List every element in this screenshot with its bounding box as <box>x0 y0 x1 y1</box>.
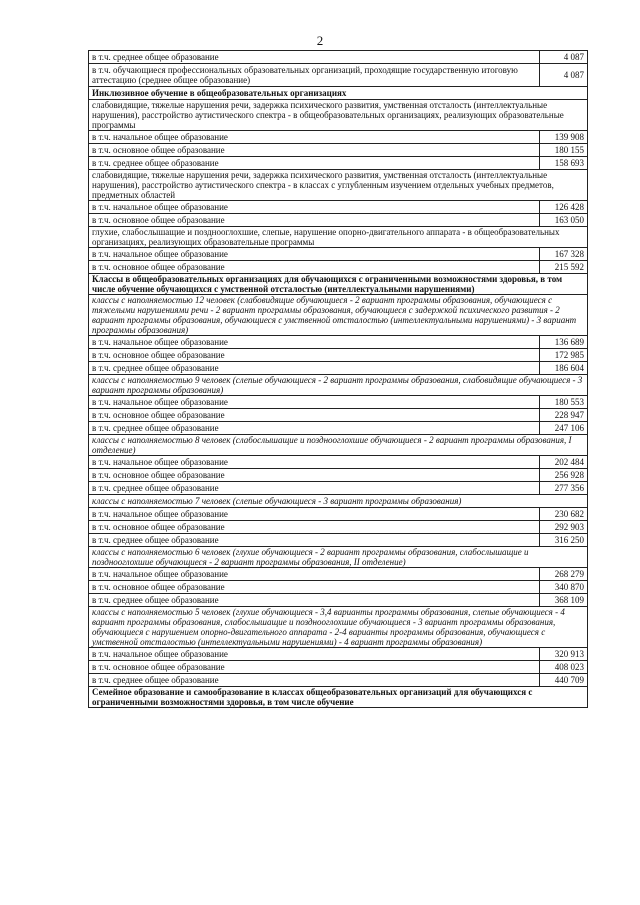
section-heading: Классы в общеобразовательных организациях для обучающихся с ограниченными возможностями здоровья, в том числе обучение обучающихся с умственной отсталостью (интеллектуальными нарушениями) <box>89 274 588 295</box>
category-description: классы с наполняемостью 8 человек (слабослышащие и позднооглохшие обучающиеся - 2 вариант программы образования, I отделение) <box>89 435 588 456</box>
row-value: 228 947 <box>540 409 588 422</box>
table-row <box>89 336 588 349</box>
table-row <box>89 422 588 435</box>
row-value: 136 689 <box>540 336 588 349</box>
row-value: 215 592 <box>540 261 588 274</box>
row-value: 340 870 <box>540 581 588 594</box>
table-row <box>89 131 588 144</box>
table-row <box>89 64 588 87</box>
table-row <box>89 248 588 261</box>
row-value: 158 693 <box>540 157 588 170</box>
category-description-row <box>89 100 588 131</box>
row-value: 163 050 <box>540 214 588 227</box>
row-value: 139 908 <box>540 131 588 144</box>
row-label: в т.ч. начальное общее образование <box>89 248 540 261</box>
category-description-row <box>89 547 588 568</box>
table-row <box>89 674 588 687</box>
table-body <box>89 51 588 708</box>
row-label: в т.ч. основное общее образование <box>89 521 540 534</box>
row-value: 4 087 <box>540 51 588 64</box>
category-description-row <box>89 607 588 648</box>
table-row <box>89 581 588 594</box>
category-description-row <box>89 295 588 336</box>
table-row <box>89 456 588 469</box>
table-row <box>89 201 588 214</box>
row-label: в т.ч. основное общее образование <box>89 349 540 362</box>
row-value: 368 109 <box>540 594 588 607</box>
category-description-row <box>89 375 588 396</box>
row-value: 256 928 <box>540 469 588 482</box>
category-description-row <box>89 227 588 248</box>
table-row <box>89 51 588 64</box>
section-heading-row <box>89 687 588 708</box>
section-heading-row <box>89 87 588 100</box>
row-value: 316 250 <box>540 534 588 547</box>
category-description: классы с наполняемостью 5 человек (глухие обучающиеся - 3,4 варианты программы образования, слепые обучающиеся - 4 вариант программы образования, слабослышащие и позднооглохшие обучающиеся - 3 вариант программы образования, обучающиеся с нарушением опорно-двигательного аппарата - 2-4 варианты программы образования, обучающиеся с умственной отсталостью (интеллектуальными нарушениями) - 4 вариант программы образования) <box>89 607 588 648</box>
table-row <box>89 349 588 362</box>
row-value: 180 155 <box>540 144 588 157</box>
row-value: 408 023 <box>540 661 588 674</box>
table-row <box>89 469 588 482</box>
row-value: 126 428 <box>540 201 588 214</box>
row-value: 292 903 <box>540 521 588 534</box>
table-row <box>89 261 588 274</box>
row-value: 277 356 <box>540 482 588 495</box>
table-row <box>89 157 588 170</box>
row-value: 167 328 <box>540 248 588 261</box>
table-row <box>89 396 588 409</box>
category-description: слабовидящие, тяжелые нарушения речи, задержка психического развития, умственная отсталость (интеллектуальные нарушения), расстройство аутистического спектра - в общеобразовательных организациях, реализующих образовательные программы <box>89 100 588 131</box>
row-label: в т.ч. основное общее образование <box>89 581 540 594</box>
row-value: 202 484 <box>540 456 588 469</box>
row-label: в т.ч. основное общее образование <box>89 469 540 482</box>
table-row <box>89 661 588 674</box>
row-value: 180 553 <box>540 396 588 409</box>
row-value: 247 106 <box>540 422 588 435</box>
row-label: в т.ч. начальное общее образование <box>89 131 540 144</box>
tariff-table <box>88 50 588 708</box>
row-label: в т.ч. основное общее образование <box>89 409 540 422</box>
table-row <box>89 362 588 375</box>
row-label: в т.ч. среднее общее образование <box>89 422 540 435</box>
table-row <box>89 534 588 547</box>
table-row <box>89 508 588 521</box>
row-label: в т.ч. начальное общее образование <box>89 396 540 409</box>
row-label: в т.ч. начальное общее образование <box>89 456 540 469</box>
row-label: в т.ч. начальное общее образование <box>89 201 540 214</box>
row-value: 440 709 <box>540 674 588 687</box>
row-label: в т.ч. начальное общее образование <box>89 508 540 521</box>
category-description: слабовидящие, тяжелые нарушения речи, задержка психического развития, умственная отсталость (интеллектуальные нарушения), расстройство аутистического спектра - в классах с углубленным изучением отдельных учебных предметов, предметных областей <box>89 170 588 201</box>
category-description: классы с наполняемостью 7 человек (слепые обучающиеся - 3 вариант программы образования) <box>89 495 588 508</box>
table-row <box>89 568 588 581</box>
category-description-row <box>89 435 588 456</box>
table-row <box>89 521 588 534</box>
row-value: 320 913 <box>540 648 588 661</box>
table-row <box>89 648 588 661</box>
category-description: классы с наполняемостью 6 человек (глухие обучающиеся - 2 вариант программы образования, слабослышащие и позднооглохшие обучающиеся - 2 вариант программы образования, II отделение) <box>89 547 588 568</box>
row-label: в т.ч. среднее общее образование <box>89 157 540 170</box>
row-label: в т.ч. среднее общее образование <box>89 534 540 547</box>
row-label: в т.ч. среднее общее образование <box>89 594 540 607</box>
row-value: 4 087 <box>540 64 588 87</box>
row-value: 268 279 <box>540 568 588 581</box>
section-heading-row <box>89 274 588 295</box>
row-value: 230 682 <box>540 508 588 521</box>
table-row <box>89 214 588 227</box>
row-label: в т.ч. основное общее образование <box>89 261 540 274</box>
category-description-row <box>89 170 588 201</box>
table-row <box>89 409 588 422</box>
section-heading: Семейное образование и самообразование в классах общеобразовательных организаций для обучающихся с ограниченными возможностями здоровья, в том числе обучение <box>89 687 588 708</box>
category-description-row <box>89 495 588 508</box>
page-number: 2 <box>316 33 324 48</box>
row-label: в т.ч. среднее общее образование <box>89 482 540 495</box>
row-label: в т.ч. обучающиеся профессиональных образовательных организаций, проходящие государственную итоговую аттестацию (среднее общее образование) <box>89 64 540 87</box>
table-row <box>89 482 588 495</box>
category-description: глухие, слабослышащие и позднооглохшие, слепые, нарушение опорно-двигательного аппарата - в общеобразовательных организациях, реализующих образовательные программы <box>89 227 588 248</box>
row-label: в т.ч. начальное общее образование <box>89 568 540 581</box>
row-label: в т.ч. среднее общее образование <box>89 674 540 687</box>
row-label: в т.ч. начальное общее образование <box>89 648 540 661</box>
row-value: 186 604 <box>540 362 588 375</box>
row-label: в т.ч. начальное общее образование <box>89 336 540 349</box>
row-label: в т.ч. основное общее образование <box>89 661 540 674</box>
section-heading: Инклюзивное обучение в общеобразовательных организациях <box>89 87 588 100</box>
table-row <box>89 144 588 157</box>
row-label: в т.ч. среднее общее образование <box>89 51 540 64</box>
table-row <box>89 594 588 607</box>
row-label: в т.ч. основное общее образование <box>89 144 540 157</box>
row-label: в т.ч. среднее общее образование <box>89 362 540 375</box>
category-description: классы с наполняемостью 9 человек (слепые обучающиеся - 2 вариант программы образования, слабовидящие обучающиеся - 3 вариант программы образования) <box>89 375 588 396</box>
row-value: 172 985 <box>540 349 588 362</box>
category-description: классы с наполняемостью 12 человек (слабовидящие обучающиеся - 2 вариант программы образования, обучающиеся с тяжелыми нарушениями речи - 2 вариант программы образования, обучающиеся с задержкой психического развития - 2 вариант программы образования, обучающиеся с умственной отсталостью (интеллектуальными нарушениями) - 3 вариант программы образования) <box>89 295 588 336</box>
row-label: в т.ч. основное общее образование <box>89 214 540 227</box>
